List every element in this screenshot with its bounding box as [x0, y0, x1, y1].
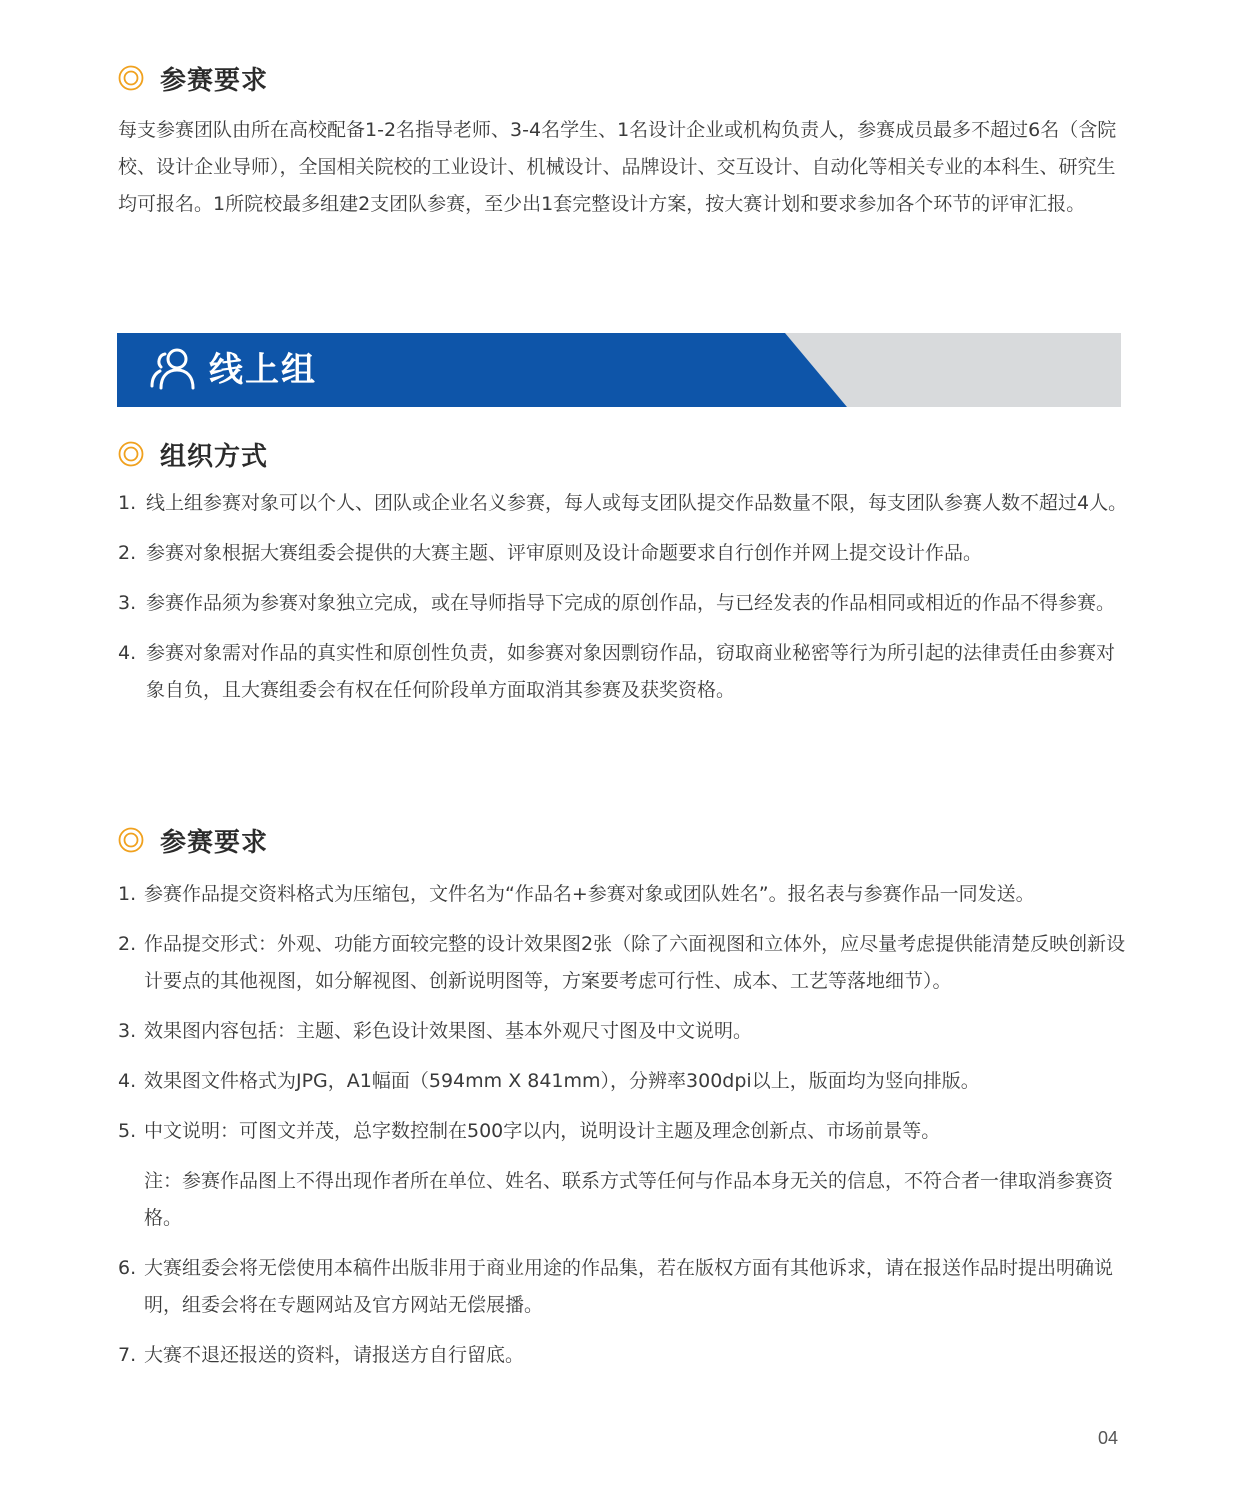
- list-item: 4. 效果图文件格式为JPG，A1幅面（594mm X 841mm），分辨率300dpi以上，版面均为竖向排版。: [118, 1070, 980, 1092]
- list-item: 1. 线上组参赛对象可以个人、团队或企业名义参赛，每人或每支团队提交作品数量不限，每支团队参赛人数不超过4人。: [118, 492, 1128, 514]
- list-item: 5. 中文说明：可图文并茂，总字数控制在500字以内，说明设计主题及理念创新点、市场前景等。: [118, 1120, 941, 1142]
- list-item: 2. 作品提交形式：外观、功能方面较完整的设计效果图2张（除了六面视图和立体外，应尽量考虑提供能清楚反映创新设计要点的其他视图，如分解视图、创新说明图等，方案要考虑可行性、成本、工艺等落地细节）。: [118, 933, 1126, 992]
- section-heading-submission: [118, 822, 268, 858]
- users-icon: [149, 346, 197, 392]
- page-number: 04: [1098, 1428, 1119, 1448]
- list-item: 7. 大赛不退还报送的资料，请报送方自行留底。: [118, 1344, 525, 1366]
- concentric-circle-icon: [118, 441, 144, 467]
- requirements-paragraph: 每支参赛团队由所在高校配备1-2名指导老师、3-4名学生、1名设计企业或机构负责人，参赛成员最多不超过6名（含院校、设计企业导师），全国相关院校的工业设计、机械设计、品牌设计、交互设计、自动化等相关专业的本科生、研究生均可报名。1所院校最多组建2支团队参赛，至少出1套完整设计方案，按大赛计划和要求参加各个环节的评审汇报。: [118, 119, 1117, 215]
- organization-list: [118, 485, 1128, 722]
- section-title: 组织方式: [160, 441, 269, 472]
- list-item: 3. 参赛作品须为参赛对象独立完成，或在导师指导下完成的原创作品，与已经发表的作品相同或相近的作品不得参赛。: [118, 592, 1116, 614]
- concentric-circle-icon: [118, 65, 144, 91]
- online-group-banner: [117, 333, 1121, 407]
- section-title: 参赛要求: [160, 827, 269, 858]
- list-item: 4. 参赛对象需对作品的真实性和原创性负责，如参赛对象因剽窃作品，窃取商业秘密等行为所引起的法律责任由参赛对象自负，且大赛组委会有权在任何阶段单方面取消其参赛及获奖资格。: [118, 642, 1116, 701]
- submission-list: [118, 876, 1128, 1387]
- list-item: 2. 参赛对象根据大赛组委会提供的大赛主题、评审原则及设计命题要求自行创作并网上提交设计作品。: [118, 542, 983, 564]
- banner-title: 线上组: [209, 350, 317, 390]
- list-item: 3. 效果图内容包括：主题、彩色设计效果图、基本外观尺寸图及中文说明。: [118, 1020, 753, 1042]
- concentric-circle-icon: [118, 827, 144, 853]
- list-item: 1. 参赛作品提交资料格式为压缩包，文件名为“作品名+参赛对象或团队姓名”。报名表与参赛作品一同发送。: [118, 883, 1035, 905]
- section-heading-requirements: [118, 60, 268, 96]
- list-item: 6. 大赛组委会将无偿使用本稿件出版非用于商业用途的作品集，若在版权方面有其他诉求，请在报送作品时提出明确说明，组委会将在专题网站及官方网站无偿展播。: [118, 1257, 1114, 1316]
- section-heading-organization: [118, 436, 268, 472]
- note-item: 注：参赛作品图上不得出现作者所在单位、姓名、联系方式等任何与作品本身无关的信息，不符合者一律取消参赛资格。: [144, 1170, 1114, 1229]
- section-title: 参赛要求: [160, 65, 269, 96]
